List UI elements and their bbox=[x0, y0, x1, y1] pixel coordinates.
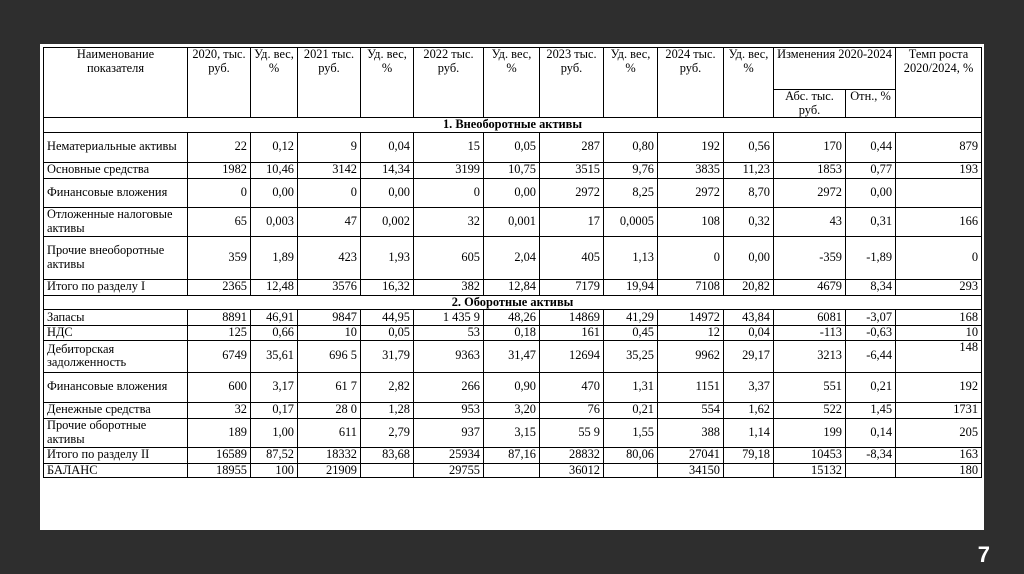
table-cell: 170 bbox=[774, 132, 846, 162]
table-cell: 43,84 bbox=[724, 310, 774, 326]
table-cell bbox=[724, 463, 774, 478]
header-2022: 2022 тыс. руб. bbox=[414, 48, 484, 118]
section-title-2: 2. Оборотные активы bbox=[44, 295, 982, 310]
table-cell: 76 bbox=[540, 402, 604, 418]
table-cell: 953 bbox=[414, 402, 484, 418]
table-cell: 32 bbox=[414, 207, 484, 236]
row-label: НДС bbox=[44, 326, 188, 341]
table-cell: 17 bbox=[540, 207, 604, 236]
table-cell: 12,84 bbox=[484, 279, 540, 295]
table-cell: 0,21 bbox=[846, 372, 896, 402]
table-cell: 10 bbox=[896, 326, 982, 341]
table-cell: -359 bbox=[774, 236, 846, 279]
table-cell: 3142 bbox=[298, 162, 361, 178]
table-cell: 148 bbox=[896, 340, 982, 372]
table-cell: 3199 bbox=[414, 162, 484, 178]
table-cell: 1,00 bbox=[251, 418, 298, 447]
row-label: Дебиторская задолженность bbox=[44, 340, 188, 372]
table-cell: 0,12 bbox=[251, 132, 298, 162]
table-cell: 87,52 bbox=[251, 447, 298, 463]
table-cell: 18332 bbox=[298, 447, 361, 463]
table-cell: 388 bbox=[658, 418, 724, 447]
row-label: Финансовые вложения bbox=[44, 178, 188, 207]
table-cell: 0,32 bbox=[724, 207, 774, 236]
table-cell: 0 bbox=[414, 178, 484, 207]
table-cell: 163 bbox=[896, 447, 982, 463]
table-row bbox=[44, 207, 982, 236]
table-cell: 3515 bbox=[540, 162, 604, 178]
table-cell: -113 bbox=[774, 326, 846, 341]
table-cell: 3,17 bbox=[251, 372, 298, 402]
table-cell: 10453 bbox=[774, 447, 846, 463]
table-cell: 1731 bbox=[896, 402, 982, 418]
row-label: Прочие внеоборотные активы bbox=[44, 236, 188, 279]
table-cell: 48,26 bbox=[484, 310, 540, 326]
table-cell: 605 bbox=[414, 236, 484, 279]
table-cell: 287 bbox=[540, 132, 604, 162]
row-label: Денежные средства bbox=[44, 402, 188, 418]
table-row bbox=[44, 326, 982, 341]
table-cell: 4679 bbox=[774, 279, 846, 295]
table-cell: 15132 bbox=[774, 463, 846, 478]
row-label: Нематериальные активы bbox=[44, 132, 188, 162]
table-cell: 1982 bbox=[188, 162, 251, 178]
table-cell: 0 bbox=[298, 178, 361, 207]
table-cell: 41,29 bbox=[604, 310, 658, 326]
table-cell: 937 bbox=[414, 418, 484, 447]
table-cell: 12 bbox=[658, 326, 724, 341]
header-weight-2021: Уд. вес, % bbox=[361, 48, 414, 118]
table-cell: 55 9 bbox=[540, 418, 604, 447]
table-cell: 16589 bbox=[188, 447, 251, 463]
table-cell: 100 bbox=[251, 463, 298, 478]
table-cell: 0,45 bbox=[604, 326, 658, 341]
header-2021: 2021 тыс. руб. bbox=[298, 48, 361, 118]
row-label: Прочие оборотные активы bbox=[44, 418, 188, 447]
table-cell: 0,00 bbox=[361, 178, 414, 207]
table-cell: 0,05 bbox=[484, 132, 540, 162]
table-cell: 470 bbox=[540, 372, 604, 402]
table-cell: 3213 bbox=[774, 340, 846, 372]
table-cell: 8891 bbox=[188, 310, 251, 326]
table-cell: 405 bbox=[540, 236, 604, 279]
table-cell: 522 bbox=[774, 402, 846, 418]
table-cell: 382 bbox=[414, 279, 484, 295]
table-cell: 3,37 bbox=[724, 372, 774, 402]
table-cell: 161 bbox=[540, 326, 604, 341]
table-row bbox=[44, 372, 982, 402]
table-cell: 0,21 bbox=[604, 402, 658, 418]
table-cell: 29,17 bbox=[724, 340, 774, 372]
header-weight-2024: Уд. вес, % bbox=[724, 48, 774, 118]
table-cell: 1,93 bbox=[361, 236, 414, 279]
table-cell: 1853 bbox=[774, 162, 846, 178]
table-cell: 8,70 bbox=[724, 178, 774, 207]
table-cell: 0,00 bbox=[484, 178, 540, 207]
table-cell: 0,80 bbox=[604, 132, 658, 162]
table-cell: 359 bbox=[188, 236, 251, 279]
table-cell: 2,82 bbox=[361, 372, 414, 402]
table-row bbox=[44, 463, 982, 478]
row-label: Итого по разделу I bbox=[44, 279, 188, 295]
table-cell: 1,13 bbox=[604, 236, 658, 279]
table-cell: 1,89 bbox=[251, 236, 298, 279]
table-cell: 0,77 bbox=[846, 162, 896, 178]
table-cell: 3,15 bbox=[484, 418, 540, 447]
table-cell: 0,44 bbox=[846, 132, 896, 162]
table-cell: 15 bbox=[414, 132, 484, 162]
table-cell: 43 bbox=[774, 207, 846, 236]
table-cell: 7108 bbox=[658, 279, 724, 295]
header-name: Наименование показателя bbox=[44, 48, 188, 118]
table-cell: 192 bbox=[896, 372, 982, 402]
table-cell: 2972 bbox=[774, 178, 846, 207]
row-label: Основные средства bbox=[44, 162, 188, 178]
table-cell: 0,17 bbox=[251, 402, 298, 418]
table-cell: 1,28 bbox=[361, 402, 414, 418]
header-2020: 2020, тыс. руб. bbox=[188, 48, 251, 118]
table-cell: 0,04 bbox=[361, 132, 414, 162]
header-abs: Абс. тыс. руб. bbox=[774, 90, 846, 118]
table-cell: 0 bbox=[896, 236, 982, 279]
table-cell: 9962 bbox=[658, 340, 724, 372]
table-cell: 611 bbox=[298, 418, 361, 447]
row-label: Финансовые вложения bbox=[44, 372, 188, 402]
table-cell: 25934 bbox=[414, 447, 484, 463]
table-cell: 551 bbox=[774, 372, 846, 402]
table-cell: 21909 bbox=[298, 463, 361, 478]
table-cell: 14869 bbox=[540, 310, 604, 326]
table-cell: 28832 bbox=[540, 447, 604, 463]
table-cell: 28 0 bbox=[298, 402, 361, 418]
table-cell: 0,56 bbox=[724, 132, 774, 162]
table-row bbox=[44, 279, 982, 295]
header-2023: 2023 тыс. руб. bbox=[540, 48, 604, 118]
table-row bbox=[44, 402, 982, 418]
table-cell: -6,44 bbox=[846, 340, 896, 372]
table-cell: 61 7 bbox=[298, 372, 361, 402]
table-cell: 10,75 bbox=[484, 162, 540, 178]
table-cell: 44,95 bbox=[361, 310, 414, 326]
row-label: Запасы bbox=[44, 310, 188, 326]
header-growth: Темп роста 2020/2024, % bbox=[896, 48, 982, 118]
row-label: БАЛАНС bbox=[44, 463, 188, 478]
table-cell: 20,82 bbox=[724, 279, 774, 295]
table-cell: -3,07 bbox=[846, 310, 896, 326]
table-cell: 600 bbox=[188, 372, 251, 402]
row-label: Отложенные налоговые активы bbox=[44, 207, 188, 236]
table-cell: 0 bbox=[188, 178, 251, 207]
table-cell: 108 bbox=[658, 207, 724, 236]
table-cell bbox=[361, 463, 414, 478]
table-cell: 36012 bbox=[540, 463, 604, 478]
table-cell: 6081 bbox=[774, 310, 846, 326]
table-cell: -0,63 bbox=[846, 326, 896, 341]
table-cell: 9 bbox=[298, 132, 361, 162]
table-cell: 2972 bbox=[540, 178, 604, 207]
table-cell: 0,0005 bbox=[604, 207, 658, 236]
table-cell: 2972 bbox=[658, 178, 724, 207]
table-cell: 192 bbox=[658, 132, 724, 162]
table-row bbox=[44, 310, 982, 326]
table-cell: 1,62 bbox=[724, 402, 774, 418]
table-cell: 1,14 bbox=[724, 418, 774, 447]
table-cell: 1,55 bbox=[604, 418, 658, 447]
table-cell: 0,04 bbox=[724, 326, 774, 341]
table-cell: 29755 bbox=[414, 463, 484, 478]
table-cell: 79,18 bbox=[724, 447, 774, 463]
table-cell: 0,003 bbox=[251, 207, 298, 236]
header-weight-2020: Уд. вес, % bbox=[251, 48, 298, 118]
table-cell: 166 bbox=[896, 207, 982, 236]
table-cell: 8,34 bbox=[846, 279, 896, 295]
table-cell: 31,79 bbox=[361, 340, 414, 372]
table-cell: 12694 bbox=[540, 340, 604, 372]
table-cell: 53 bbox=[414, 326, 484, 341]
document-page bbox=[40, 44, 984, 530]
table-cell: 0,31 bbox=[846, 207, 896, 236]
table-cell: 80,06 bbox=[604, 447, 658, 463]
balance-table bbox=[43, 47, 982, 478]
table-cell: 11,23 bbox=[724, 162, 774, 178]
table-cell: 0,001 bbox=[484, 207, 540, 236]
table-cell: 6749 bbox=[188, 340, 251, 372]
table-cell: 0,18 bbox=[484, 326, 540, 341]
table-cell: 9363 bbox=[414, 340, 484, 372]
table-cell: 10 bbox=[298, 326, 361, 341]
table-cell: 266 bbox=[414, 372, 484, 402]
table-row bbox=[44, 178, 982, 207]
table-cell: 8,25 bbox=[604, 178, 658, 207]
table-cell: 0,66 bbox=[251, 326, 298, 341]
table-cell: 1 435 9 bbox=[414, 310, 484, 326]
table-cell: 0,002 bbox=[361, 207, 414, 236]
table-cell: 35,25 bbox=[604, 340, 658, 372]
table-cell: 83,68 bbox=[361, 447, 414, 463]
table-cell: 14972 bbox=[658, 310, 724, 326]
table-cell: 193 bbox=[896, 162, 982, 178]
header-2024: 2024 тыс. руб. bbox=[658, 48, 724, 118]
table-cell: 554 bbox=[658, 402, 724, 418]
table-cell bbox=[484, 463, 540, 478]
table-cell: 0,00 bbox=[724, 236, 774, 279]
table-cell: 12,48 bbox=[251, 279, 298, 295]
table-cell: 18955 bbox=[188, 463, 251, 478]
table-cell: 180 bbox=[896, 463, 982, 478]
table-cell bbox=[604, 463, 658, 478]
table-cell: -8,34 bbox=[846, 447, 896, 463]
table-cell: 879 bbox=[896, 132, 982, 162]
table-row bbox=[44, 447, 982, 463]
table-cell: 199 bbox=[774, 418, 846, 447]
table-cell: 168 bbox=[896, 310, 982, 326]
table-cell: 0,00 bbox=[846, 178, 896, 207]
page-number: 7 bbox=[977, 542, 990, 567]
table-cell: 1151 bbox=[658, 372, 724, 402]
table-cell: 9847 bbox=[298, 310, 361, 326]
table-cell: 0,05 bbox=[361, 326, 414, 341]
table-cell: 32 bbox=[188, 402, 251, 418]
table-cell: 65 bbox=[188, 207, 251, 236]
table-cell: 22 bbox=[188, 132, 251, 162]
table-cell: 10,46 bbox=[251, 162, 298, 178]
table-cell: 2,04 bbox=[484, 236, 540, 279]
table-cell: 125 bbox=[188, 326, 251, 341]
table-cell bbox=[846, 463, 896, 478]
table-cell: 0,00 bbox=[251, 178, 298, 207]
table-cell: 0 bbox=[658, 236, 724, 279]
table-cell: 189 bbox=[188, 418, 251, 447]
table-cell: 9,76 bbox=[604, 162, 658, 178]
table-cell: 47 bbox=[298, 207, 361, 236]
table-cell: 1,31 bbox=[604, 372, 658, 402]
table-cell: 0,90 bbox=[484, 372, 540, 402]
table-cell: 3835 bbox=[658, 162, 724, 178]
table-cell: 46,91 bbox=[251, 310, 298, 326]
table-cell: 3576 bbox=[298, 279, 361, 295]
table-cell: 14,34 bbox=[361, 162, 414, 178]
header-changes: Изменения 2020-2024 bbox=[774, 48, 896, 90]
table-cell: 87,16 bbox=[484, 447, 540, 463]
table-cell: 19,94 bbox=[604, 279, 658, 295]
table-row bbox=[44, 132, 982, 162]
table-cell: 35,61 bbox=[251, 340, 298, 372]
table-cell: 293 bbox=[896, 279, 982, 295]
table-cell: 31,47 bbox=[484, 340, 540, 372]
table-cell: 423 bbox=[298, 236, 361, 279]
table-cell: 205 bbox=[896, 418, 982, 447]
table-cell: 34150 bbox=[658, 463, 724, 478]
table-cell: 2,79 bbox=[361, 418, 414, 447]
header-weight-2022: Уд. вес, % bbox=[484, 48, 540, 118]
table-cell: 27041 bbox=[658, 447, 724, 463]
section-title-1: 1. Внеоборотные активы bbox=[44, 118, 982, 133]
table-cell: -1,89 bbox=[846, 236, 896, 279]
table-cell: 0,14 bbox=[846, 418, 896, 447]
table-cell: 16,32 bbox=[361, 279, 414, 295]
table-row bbox=[44, 236, 982, 279]
table-cell: 7179 bbox=[540, 279, 604, 295]
table-row bbox=[44, 340, 982, 372]
table-cell: 1,45 bbox=[846, 402, 896, 418]
table-row bbox=[44, 418, 982, 447]
table-cell: 696 5 bbox=[298, 340, 361, 372]
table-cell: 2365 bbox=[188, 279, 251, 295]
header-weight-2023: Уд. вес, % bbox=[604, 48, 658, 118]
table-cell bbox=[896, 178, 982, 207]
header-rel: Отн., % bbox=[846, 90, 896, 118]
table-row bbox=[44, 162, 982, 178]
row-label: Итого по разделу II bbox=[44, 447, 188, 463]
table-cell: 3,20 bbox=[484, 402, 540, 418]
